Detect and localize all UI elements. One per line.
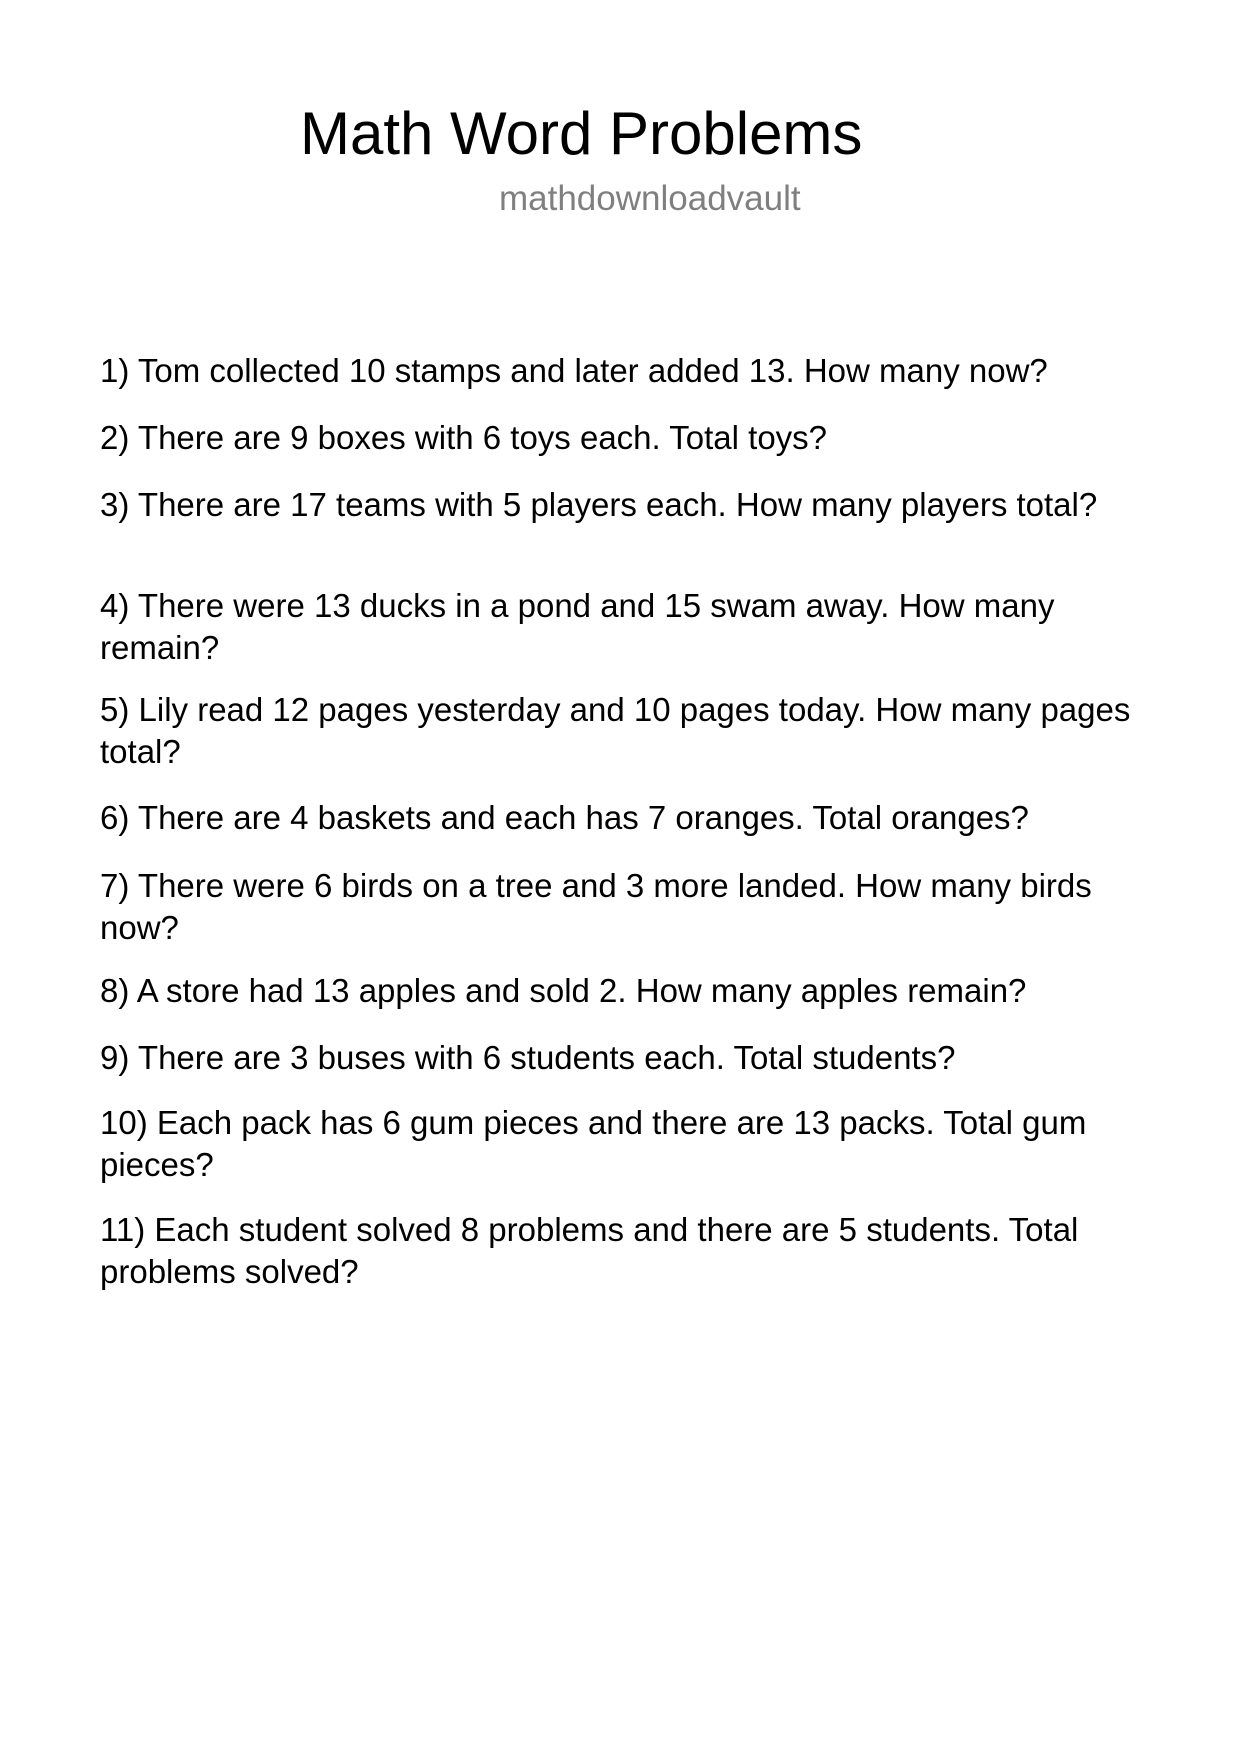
problem-item	[100, 1209, 1148, 1293]
problem-item	[100, 797, 1148, 839]
problem-text: There were 6 birds on a tree and 3 more landed. How many birds now?	[100, 867, 1092, 946]
problem-item	[100, 585, 1148, 669]
problem-text: A store had 13 apples and sold 2. How many apples remain?	[136, 972, 1027, 1009]
problem-item	[100, 970, 1148, 1012]
page-title: Math Word Problems	[300, 100, 863, 167]
problem-text: Lily read 12 pages yesterday and 10 pages today. How many pages total?	[100, 691, 1131, 770]
problem-text: There were 13 ducks in a pond and 15 swam away. How many remain?	[100, 587, 1055, 666]
problem-item	[100, 484, 1148, 526]
problem-number: 6)	[100, 799, 130, 836]
problem-number: 3)	[100, 486, 130, 523]
problem-number: 8)	[100, 972, 130, 1009]
problem-item	[100, 689, 1148, 773]
problem-number: 4)	[100, 587, 130, 624]
problem-number: 11)	[100, 1211, 146, 1248]
problem-text: Each student solved 8 problems and there are 5 students. Total problems solved?	[100, 1211, 1079, 1290]
problem-text: Each pack has 6 gum pieces and there are 13 packs. Total gum pieces?	[100, 1104, 1087, 1183]
problem-item	[100, 350, 1148, 392]
problem-text: There are 17 teams with 5 players each. How many players total?	[137, 486, 1098, 523]
problem-number: 5)	[100, 691, 130, 728]
problem-text: There are 3 buses with 6 students each. Total students?	[137, 1039, 956, 1076]
problem-item	[100, 417, 1148, 459]
problem-text: There are 9 boxes with 6 toys each. Total toys?	[137, 419, 828, 456]
problem-item	[100, 1102, 1148, 1186]
problem-number: 7)	[100, 867, 130, 904]
problem-number: 2)	[100, 419, 130, 456]
problem-number: 9)	[100, 1039, 130, 1076]
problem-item	[100, 1037, 1148, 1079]
problem-text: There are 4 baskets and each has 7 oranges. Total oranges?	[137, 799, 1029, 836]
problem-number: 10)	[100, 1104, 148, 1141]
problem-item	[100, 865, 1148, 949]
page-subtitle: mathdownloadvault	[499, 179, 801, 218]
problem-number: 1)	[100, 352, 130, 389]
problem-text: Tom collected 10 stamps and later added 13. How many now?	[137, 352, 1048, 389]
